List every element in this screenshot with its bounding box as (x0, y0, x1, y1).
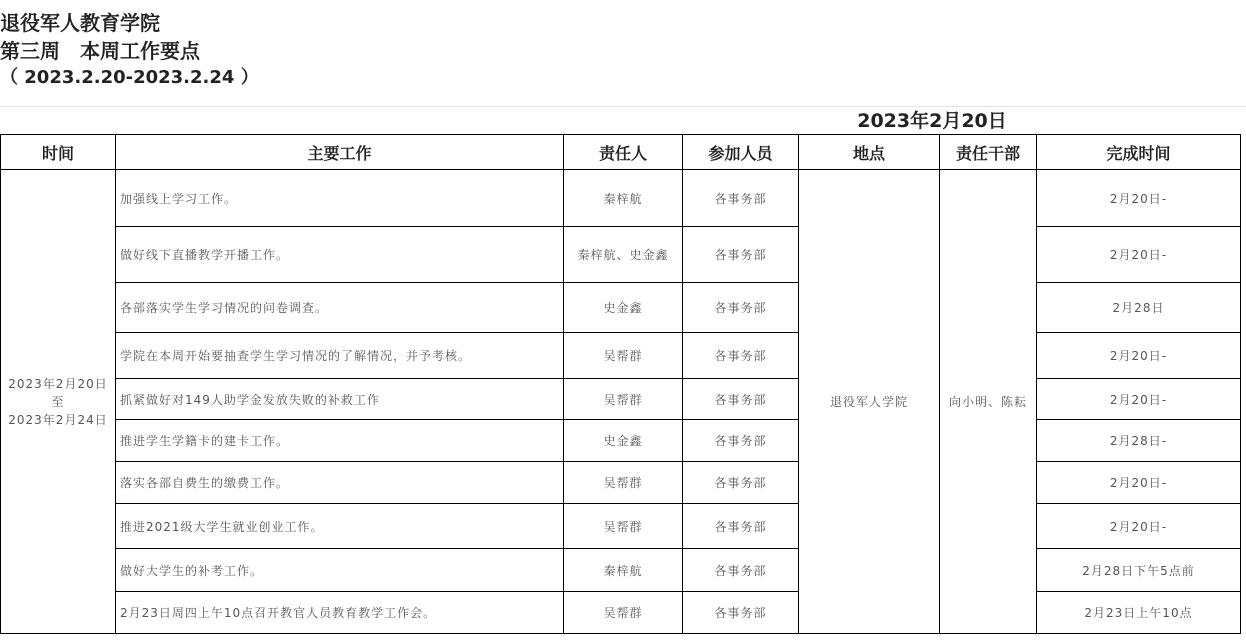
date-label: 2023年2月20日 (857, 110, 1007, 132)
completion-time: 2月20日- (1037, 379, 1241, 420)
time-range-end: 2023年2月24日 (8, 412, 108, 427)
table-row (1, 379, 1241, 420)
table-row (1, 333, 1241, 379)
responsible-person: 吴帮群 (564, 333, 683, 379)
responsible-person: 秦梓航 (564, 549, 683, 592)
time-range-start: 2023年2月20日 (8, 376, 108, 391)
column-header-main-work: 主要工作 (116, 135, 564, 170)
responsible-person: 吴帮群 (564, 379, 683, 420)
completion-time: 2月23日上午10点 (1037, 592, 1241, 634)
responsible-person: 史金鑫 (564, 420, 683, 462)
completion-time: 2月28日 (1037, 283, 1241, 333)
completion-time: 2月28日下午5点前 (1037, 549, 1241, 592)
column-header-time: 时间 (1, 135, 116, 170)
participants: 各事务部 (683, 549, 799, 592)
participants: 各事务部 (683, 333, 799, 379)
participants: 各事务部 (683, 283, 799, 333)
responsible-person: 秦梓航 (564, 170, 683, 227)
responsible-cadre-cell: 向小明、陈耘 (940, 170, 1037, 634)
table-row (1, 283, 1241, 333)
column-header-person: 责任人 (564, 135, 683, 170)
work-item: 加强线上学习工作。 (116, 170, 564, 227)
table-row (1, 504, 1241, 549)
date-range-title: （ 2023.2.20-2023.2.24 ） (0, 67, 259, 88)
completion-time: 2月20日- (1037, 170, 1241, 227)
completion-time: 2月20日- (1037, 504, 1241, 549)
header-divider (0, 106, 1246, 107)
participants: 各事务部 (683, 420, 799, 462)
completion-time: 2月28日- (1037, 420, 1241, 462)
responsible-person: 吴帮群 (564, 592, 683, 634)
work-item: 抓紧做好对149人助学金发放失败的补救工作 (116, 379, 564, 420)
table-row (1, 592, 1241, 634)
work-item: 推进学生学籍卡的建卡工作。 (116, 420, 564, 462)
column-header-completion: 完成时间 (1037, 135, 1241, 170)
column-header-cadre: 责任干部 (940, 135, 1037, 170)
institution-title: 退役军人教育学院 (0, 11, 160, 35)
work-item: 做好线下直播教学开播工作。 (116, 227, 564, 283)
completion-time: 2月20日- (1037, 333, 1241, 379)
location-cell: 退役军人学院 (799, 170, 940, 634)
work-item: 各部落实学生学习情况的问卷调查。 (116, 283, 564, 333)
time-range-to: 至 (51, 394, 65, 409)
responsible-person: 秦梓航、史金鑫 (564, 227, 683, 283)
participants: 各事务部 (683, 170, 799, 227)
completion-time: 2月20日- (1037, 227, 1241, 283)
work-item: 做好大学生的补考工作。 (116, 549, 564, 592)
column-header-participants: 参加人员 (683, 135, 799, 170)
time-range-cell (1, 170, 116, 634)
work-plan-table (0, 134, 1241, 634)
completion-time: 2月20日- (1037, 462, 1241, 504)
work-item: 落实各部自费生的缴费工作。 (116, 462, 564, 504)
week-title: 第三周 本周工作要点 (0, 39, 200, 63)
responsible-person: 吴帮群 (564, 462, 683, 504)
participants: 各事务部 (683, 227, 799, 283)
responsible-person: 史金鑫 (564, 283, 683, 333)
work-item: 2月23日周四上午10点召开教官人员教育教学工作会。 (116, 592, 564, 634)
participants: 各事务部 (683, 462, 799, 504)
table-row (1, 549, 1241, 592)
column-header-location: 地点 (799, 135, 940, 170)
participants: 各事务部 (683, 379, 799, 420)
table-header-row (1, 135, 1241, 170)
participants: 各事务部 (683, 592, 799, 634)
responsible-person: 吴帮群 (564, 504, 683, 549)
table-row (1, 462, 1241, 504)
table-row (1, 170, 1241, 227)
table-row (1, 420, 1241, 462)
participants: 各事务部 (683, 504, 799, 549)
work-item: 学院在本周开始要抽查学生学习情况的了解情况，并予考核。 (116, 333, 564, 379)
work-item: 推进2021级大学生就业创业工作。 (116, 504, 564, 549)
table-row (1, 227, 1241, 283)
